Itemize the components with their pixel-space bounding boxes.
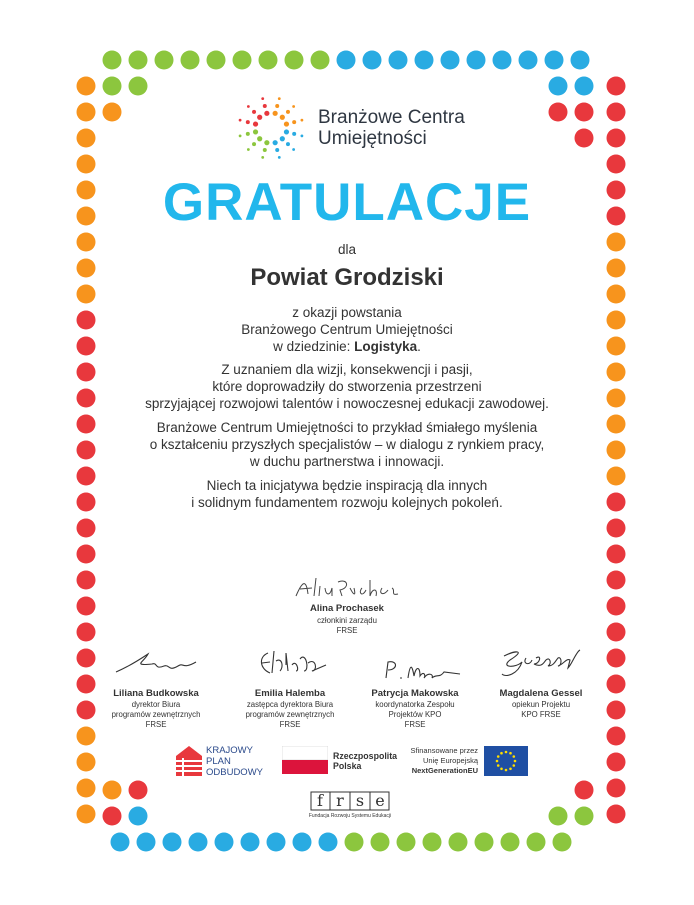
border-dot	[345, 833, 364, 852]
border-dot	[267, 833, 286, 852]
border-dot	[575, 129, 594, 148]
border-dot	[103, 781, 122, 800]
for-word: dla	[337, 242, 356, 257]
border-dot	[475, 833, 494, 852]
occasion-line-2: Branżowego Centrum Umiejętności	[241, 322, 453, 337]
border-dot	[189, 833, 208, 852]
border-dot	[371, 833, 390, 852]
signature-emilia-halemba	[256, 647, 336, 679]
brand-logo-dot	[278, 156, 281, 159]
border-dot	[319, 833, 338, 852]
paragraph1-line-3: sprzyjającej rozwojowi talentów i nowoczesnej edukacji zawodowej.	[145, 396, 549, 411]
border-dot	[77, 649, 96, 668]
brand-logo-dot	[261, 97, 264, 100]
border-dot	[519, 51, 538, 70]
border-dot	[241, 833, 260, 852]
border-dot	[571, 51, 590, 70]
border-dot	[575, 103, 594, 122]
brand-logo-dot	[301, 134, 304, 137]
brand-logo-dot	[253, 121, 258, 126]
brand-logo-dot	[284, 121, 289, 126]
brand-logo-dot	[275, 104, 279, 108]
eu-star	[497, 764, 500, 767]
border-dot	[77, 779, 96, 798]
brand-logo-dot	[301, 119, 304, 122]
signatory-2-name: Emilia Halemba	[254, 688, 326, 699]
border-dot	[575, 807, 594, 826]
paragraph2-line-1: Branżowe Centrum Umiejętności to przykład śmiałego myślenia	[156, 420, 538, 435]
border-dot	[607, 753, 626, 772]
eu-star	[505, 769, 508, 772]
border-dot	[607, 571, 626, 590]
border-dot	[103, 51, 122, 70]
signatory-2-role-1: zastępca dyrektora Biura	[246, 700, 334, 709]
brand-logo-dot	[286, 142, 290, 146]
signatory-3-role-1: koordynatorka Zespołu	[375, 700, 455, 709]
signatory-1-name: Liliana Budkowska	[113, 688, 199, 699]
border-dot	[607, 545, 626, 564]
signatory-1-role-3: FRSE	[145, 720, 167, 729]
border-dot	[77, 805, 96, 824]
signatory-4-name: Magdalena Gessel	[499, 688, 583, 699]
border-dot	[575, 77, 594, 96]
border-dot	[129, 77, 148, 96]
brand-logo-dot	[247, 105, 250, 108]
paragraph3-line-1: Niech ta inicjatywa będzie inspiracją dla innych	[206, 478, 488, 493]
poland-line-1: Rzeczpospolita	[333, 751, 398, 761]
border-dot	[155, 51, 174, 70]
brand-logo-dot	[292, 105, 295, 108]
border-dot	[129, 781, 148, 800]
border-dot	[607, 103, 626, 122]
eu-star	[509, 767, 512, 770]
border-dot	[607, 129, 626, 148]
poland-flag-icon	[282, 746, 328, 774]
border-dot	[607, 701, 626, 720]
brand-logo-dot	[278, 97, 281, 100]
paragraph2-line-3: w duchu partnerstwa i innowacji.	[249, 454, 445, 469]
border-dot	[607, 623, 626, 642]
border-dot	[549, 77, 568, 96]
signatory-3-role-2: Projektów KPO	[388, 710, 442, 719]
paragraph1-line-1: Z uznaniem dla wizji, konsekwencji i pasji,	[221, 362, 473, 377]
border-dot	[493, 51, 512, 70]
border-dot	[607, 77, 626, 96]
border-dot	[607, 155, 626, 174]
paragraph2-line-2: o kształceniu przyszłych specjalistów – w dialogu z rynkiem pracy,	[149, 437, 545, 452]
certificate-title: GRATULACJE	[162, 173, 532, 232]
field-prefix: w dziedzinie:	[273, 339, 355, 354]
border-dot	[389, 51, 408, 70]
border-dot	[607, 519, 626, 538]
border-dot	[259, 51, 278, 70]
border-dot	[77, 701, 96, 720]
poland-logo-text	[333, 751, 397, 771]
border-dot	[129, 807, 148, 826]
frse-letter: r	[336, 791, 344, 810]
signatory-2-role-2: programów zewnętrznych	[245, 710, 335, 719]
kpo-line-2: PLAN	[206, 756, 231, 767]
border-dot	[607, 779, 626, 798]
brand-logo-dot	[261, 156, 264, 159]
eu-flag-background	[484, 746, 528, 776]
border-dot	[77, 571, 96, 590]
brand-logo-dot	[280, 115, 285, 120]
brand-logo-dot	[286, 110, 290, 114]
brand-name	[318, 107, 465, 149]
recipient-name: Powiat Grodziski	[250, 264, 444, 291]
brand-logo-dot	[273, 140, 278, 145]
eu-line-2: Unię Europejską	[422, 756, 478, 765]
kpo-logo-text	[206, 745, 263, 778]
border-dot	[163, 833, 182, 852]
frse-letter: s	[355, 791, 365, 810]
brand-logo-dot	[247, 148, 250, 151]
eu-logo-text	[398, 746, 478, 776]
eu-star	[512, 764, 515, 767]
eu-star	[500, 767, 503, 770]
brand-logo-dot	[239, 119, 242, 122]
brand-logo-dot	[280, 136, 285, 141]
frse-letters	[310, 790, 390, 812]
border-dot	[103, 77, 122, 96]
eu-line-1: Sfinansowane przez	[410, 746, 478, 755]
border-dot	[77, 675, 96, 694]
border-dot	[77, 545, 96, 564]
border-dot	[527, 833, 546, 852]
border-dot	[293, 833, 312, 852]
border-dot	[285, 51, 304, 70]
border-dot	[337, 51, 356, 70]
brand-logo-dot	[252, 142, 256, 146]
border-dot	[77, 597, 96, 616]
border-dot	[215, 833, 234, 852]
frse-logo-mark	[310, 790, 390, 812]
signature-alina-prochasek	[292, 574, 407, 602]
signatory-4-role-2: KPO FRSE	[521, 710, 561, 719]
brand-logo-dot	[246, 132, 250, 136]
eu-star	[496, 760, 499, 763]
border-dot	[103, 807, 122, 826]
poland-line-2: Polska	[333, 761, 362, 771]
brand-logo-dot	[292, 148, 295, 151]
signatory-4-role-1: opiekun Projektu	[511, 700, 571, 709]
border-dot	[103, 103, 122, 122]
kpo-logo-icon	[176, 746, 202, 776]
border-dot	[207, 51, 226, 70]
border-dot	[607, 805, 626, 824]
border-dot	[553, 833, 572, 852]
border-dot	[397, 833, 416, 852]
occasion-line-1: z okazji powstania	[292, 305, 402, 320]
border-dot	[129, 51, 148, 70]
border-dot	[77, 753, 96, 772]
kpo-line-1: KRAJOWY	[206, 745, 253, 756]
eu-flag-icon	[484, 746, 528, 776]
main-signatory-role-2: FRSE	[336, 626, 358, 635]
brand-logo-dot	[275, 148, 279, 152]
brand-logo-dot	[239, 134, 242, 137]
signatory-3-name: Patrycja Makowska	[371, 688, 459, 699]
frse-letter: e	[375, 791, 385, 810]
main-signatory-role-1: członkini zarządu	[317, 616, 377, 625]
border-dot	[77, 129, 96, 148]
border-dot	[467, 51, 486, 70]
border-dot	[77, 103, 96, 122]
brand-logo-dot	[263, 104, 267, 108]
border-dot	[363, 51, 382, 70]
kpo-line-3: ODBUDOWY	[206, 767, 263, 778]
signatory-2-role-3: FRSE	[279, 720, 301, 729]
border-dot	[233, 51, 252, 70]
border-dot	[311, 51, 330, 70]
border-dot	[441, 51, 460, 70]
brand-logo-dot	[252, 110, 256, 114]
signature-liliana-budkowska	[112, 648, 202, 678]
border-dot	[607, 649, 626, 668]
brand-logo-dot	[264, 111, 269, 116]
main-signatory-name: Alina Prochasek	[310, 603, 384, 614]
field-name: Logistyka	[354, 339, 418, 354]
border-dot	[423, 833, 442, 852]
border-dot	[501, 833, 520, 852]
border-dot	[607, 727, 626, 746]
border-dot	[549, 807, 568, 826]
border-dot	[545, 51, 564, 70]
brand-logo-dot	[246, 120, 250, 124]
border-dot	[607, 597, 626, 616]
frse-letter: f	[317, 791, 323, 810]
border-dot	[77, 623, 96, 642]
signature-magdalena-gessel	[496, 646, 588, 680]
brand-name-line2: Umiejętności	[318, 128, 427, 149]
signature-patrycja-makowska	[380, 656, 466, 684]
signatory-1-role-1: dyrektor Biura	[131, 700, 181, 709]
paragraph1-line-2: które doprowadziły do stworzenia przestrzeni	[212, 379, 482, 394]
brand-logo-dot	[263, 148, 267, 152]
signatory-3-role-3: FRSE	[404, 720, 426, 729]
eu-star	[505, 751, 508, 754]
border-dot	[549, 103, 568, 122]
brand-logo-icon	[236, 94, 306, 162]
brand-logo-dot	[284, 129, 289, 134]
eu-star	[509, 752, 512, 755]
eu-line-3: NextGenerationEU	[411, 766, 478, 775]
border-dot	[77, 155, 96, 174]
brand-logo-dot	[273, 111, 278, 116]
paragraph3-line-2: i solidnym fundamentem rozwoju kolejnych pokoleń.	[191, 495, 503, 510]
border-dot	[575, 781, 594, 800]
eu-star	[514, 760, 517, 763]
field-suffix: .	[417, 339, 421, 354]
border-dot	[137, 833, 156, 852]
brand-logo-dot	[253, 129, 258, 134]
frse-caption: Fundacja Rozwoju Systemu Edukacji	[308, 813, 392, 819]
border-dot	[181, 51, 200, 70]
brand-logo-dot	[292, 120, 296, 124]
border-dot	[449, 833, 468, 852]
occasion-line-3	[0, 339, 694, 354]
eu-star	[497, 755, 500, 758]
border-dot	[607, 675, 626, 694]
border-dot	[77, 77, 96, 96]
border-dot	[111, 833, 130, 852]
eu-star	[512, 755, 515, 758]
brand-name-line1: Branżowe Centra	[318, 107, 465, 128]
border-dot	[415, 51, 434, 70]
brand-logo-dot	[292, 132, 296, 136]
brand-logo-dot	[257, 115, 262, 120]
brand-logo-dot	[264, 140, 269, 145]
border-dot	[77, 519, 96, 538]
signatory-1-role-2: programów zewnętrznych	[111, 710, 201, 719]
border-dot	[77, 727, 96, 746]
brand-logo-dot	[257, 136, 262, 141]
eu-star	[500, 752, 503, 755]
